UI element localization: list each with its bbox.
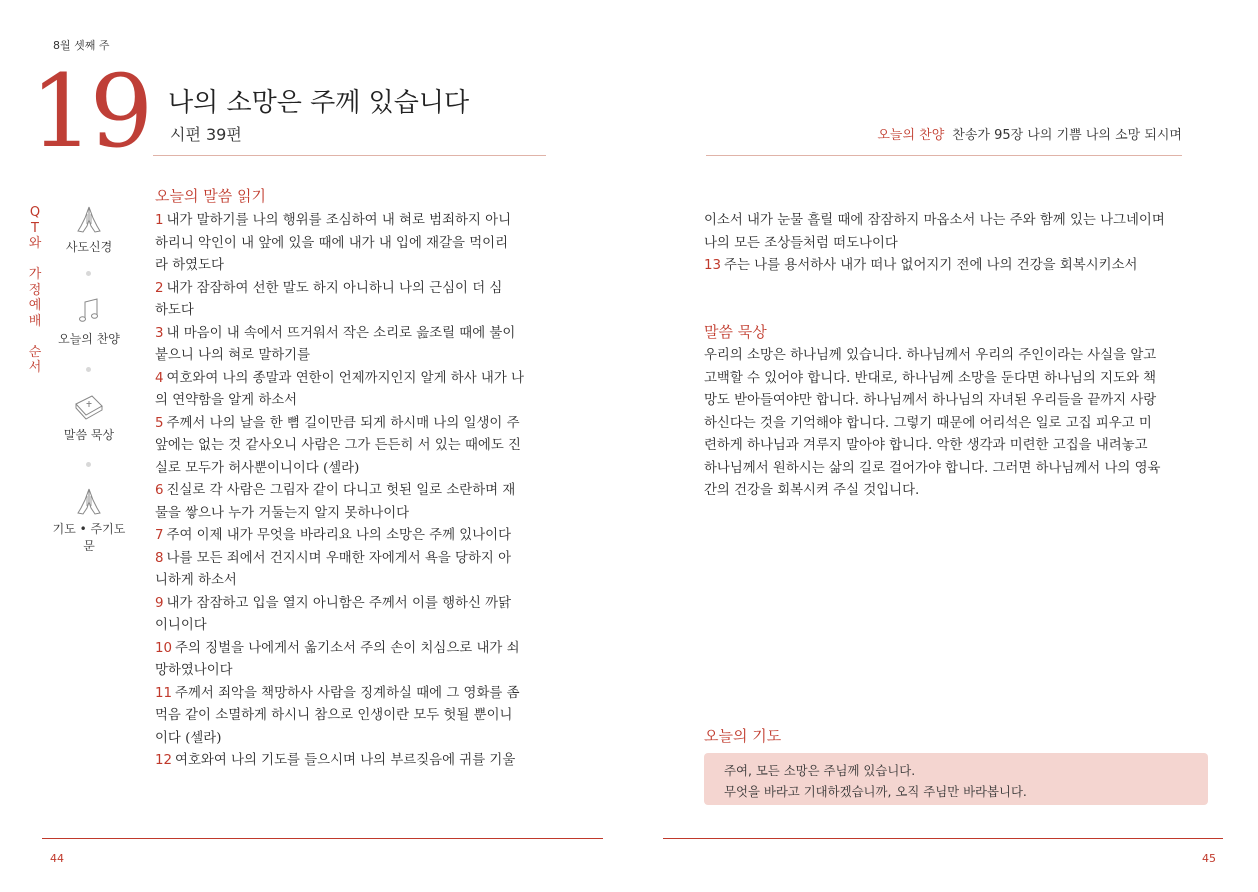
verse-text: 라 하였도다 <box>155 258 224 273</box>
vlabel-gap <box>28 252 42 268</box>
verse-text: 물을 쌓으나 누가 거둘는지 알지 못하나이다 <box>155 505 410 521</box>
verse-line <box>155 368 548 391</box>
verse-text: 내가 말하기를 나의 행위를 조심하여 내 혀로 범죄하지 아니 <box>166 213 512 228</box>
vlabel-char: 와 <box>28 236 42 251</box>
verse-number: 12 <box>155 753 173 768</box>
meditation-heading: 말씀 묵상 <box>704 323 767 341</box>
verse-line <box>704 233 1202 256</box>
separator-dot <box>86 462 91 467</box>
sidebar-item-hymn <box>50 296 128 347</box>
vlabel-char: 서 <box>28 360 42 375</box>
header-divider-left <box>153 155 546 156</box>
verse-number: 11 <box>155 685 173 701</box>
week-label: 8월 셋째 주 <box>53 39 110 52</box>
meditation-text <box>704 345 1202 503</box>
meditation-line: 하신다는 것을 기억해야 합니다. 그렇기 때문에 어리석은 일로 고집 피우고 미 <box>704 415 1152 431</box>
verse-line <box>155 413 548 436</box>
vertical-section-label <box>28 205 42 376</box>
verse-text: 내가 잠잠하여 선한 말도 하지 아니하니 나의 근심이 더 심 <box>166 280 503 296</box>
praying-hands-icon <box>72 204 106 236</box>
verse-text: 붙으니 나의 혀로 말하기를 <box>155 348 311 363</box>
sidebar-item-label: 오늘의 찬양 <box>58 332 120 346</box>
verse-line <box>155 593 548 616</box>
prayer-line: 무엇을 바라고 기대하겠습니까, 오직 주님만 바라봅니다. <box>724 784 1027 799</box>
scripture-reading-continued <box>704 210 1202 278</box>
verse-text: 내 마음이 내 속에서 뜨거워서 작은 소리로 읊조릴 때에 불이 <box>166 325 516 341</box>
separator-dot <box>86 271 91 276</box>
verse-number: 1 <box>155 213 164 228</box>
page-number-right: 45 <box>1202 852 1216 865</box>
meditation-line: 고백할 수 있어야 합니다. 반대로, 하나님께 소망을 둔다면 하나님의 지도와 책 <box>704 370 1157 386</box>
vlabel-char: T <box>31 220 39 236</box>
verse-text: 먹음 같이 소멸하게 하시니 참으로 인생이란 모두 헛될 뿐이니 <box>155 708 513 723</box>
verse-text: 여호와여 나의 종말과 연한이 언제까지인지 알게 하사 내가 나 <box>166 370 524 386</box>
verse-line <box>155 255 548 278</box>
verse-text: 주께서 죄악을 책망하사 사람을 징계하실 때에 그 영화를 좀 <box>175 685 520 701</box>
verse-line <box>155 458 548 481</box>
today-hymn <box>877 124 1182 143</box>
verse-text: 하리니 악인이 내 앞에 있을 때에 내가 내 입에 재갈을 먹이리 <box>155 235 509 251</box>
verse-text: 주의 징벌을 나에게서 옮기소서 주의 손이 치심으로 내가 쇠 <box>175 640 520 656</box>
verse-line <box>155 660 548 683</box>
prayer-box <box>704 753 1208 805</box>
meditation-line: 간의 건강을 회복시켜 주실 것입니다. <box>704 483 920 498</box>
verse-text: 주여 이제 내가 무엇을 바라리요 나의 소망은 주께 있나이다 <box>166 528 512 543</box>
verse-text: 실로 모두가 허사뿐이니이다 (셀라) <box>155 460 360 476</box>
verse-text: 이소서 내가 눈물 흘릴 때에 잠잠하지 마옵소서 나는 주와 함께 있는 나그네이며 <box>704 213 1165 228</box>
verse-line <box>155 525 548 548</box>
verse-text: 이다 (셀라) <box>155 730 222 746</box>
verse-text: 하도다 <box>155 303 194 318</box>
prayer-heading: 오늘의 기도 <box>704 727 782 745</box>
day-number: 19 <box>30 53 150 170</box>
meditation-line: 우리의 소망은 하나님께 있습니다. 하나님께서 우리의 주인이라는 사실을 알고 <box>704 348 1157 363</box>
verse-text: 나를 모든 죄에서 건지시며 우매한 자에게서 욕을 당하지 아 <box>166 550 512 566</box>
verse-number: 6 <box>155 483 164 498</box>
verse-text: 진실로 각 사람은 그림자 같이 다니고 헛된 일로 소란하며 재 <box>166 483 516 498</box>
sidebar-item-creed <box>50 204 128 255</box>
page-number-left: 44 <box>50 852 64 865</box>
verse-line <box>155 615 548 638</box>
verse-line <box>155 233 548 256</box>
vlabel-gap <box>28 329 42 345</box>
meditation-line: 련하게 하나님과 겨루지 말아야 합니다. 악한 생각과 미련한 고집을 내려놓고 <box>704 438 1148 453</box>
verse-line <box>704 210 1202 233</box>
reading-heading: 오늘의 말씀 읽기 <box>155 187 266 205</box>
verse-text: 이니이다 <box>155 618 207 633</box>
scripture-reading <box>155 210 548 773</box>
header-divider-right <box>706 155 1182 156</box>
music-note-icon <box>72 296 106 328</box>
hymn-text: 찬송가 95장 나의 기쁨 나의 소망 되시며 <box>952 128 1182 143</box>
verse-line <box>155 278 548 301</box>
sidebar-item-label: 사도신경 <box>65 240 113 254</box>
bible-icon <box>72 392 106 424</box>
hymn-label: 오늘의 찬양 <box>877 128 945 143</box>
verse-text: 주는 나를 용서하사 내가 떠나 없어지기 전에 나의 건강을 회복시키소서 <box>724 258 1138 273</box>
verse-line <box>155 570 548 593</box>
vlabel-char: 순 <box>28 344 42 360</box>
sidebar-item-label: 기도 • 주기도문 <box>52 522 126 553</box>
verse-line <box>155 210 548 233</box>
sidebar-item-meditation <box>50 392 128 443</box>
verse-number: 3 <box>155 325 164 341</box>
verse-number: 2 <box>155 280 164 296</box>
verse-line <box>155 548 548 571</box>
verse-line <box>155 435 548 458</box>
meditation-line: 하나님께서 원하시는 삶의 길로 걸어가야 합니다. 그러면 하나님께서 나의 영육 <box>704 460 1161 476</box>
page-title: 나의 소망은 주께 있습니다 <box>168 88 470 118</box>
vlabel-char: 가 <box>28 267 42 282</box>
verse-line <box>155 750 548 773</box>
verse-number: 8 <box>155 550 164 566</box>
verse-line <box>155 480 548 503</box>
verse-line <box>704 255 1202 278</box>
verse-line <box>155 323 548 346</box>
verse-text: 의 연약함을 알게 하소서 <box>155 393 298 408</box>
verse-line <box>155 705 548 728</box>
footer-rule-left <box>42 838 603 839</box>
verse-line <box>155 300 548 323</box>
verse-line <box>155 728 548 751</box>
scripture-reference: 시편 39편 <box>170 125 242 144</box>
verse-text: 여호와여 나의 기도를 들으시며 나의 부르짖음에 귀를 기울 <box>175 753 516 768</box>
vlabel-char: 정 <box>28 282 42 298</box>
verse-line <box>155 683 548 706</box>
verse-text: 나의 모든 조상들처럼 떠도나이다 <box>704 235 898 251</box>
verse-text: 주께서 나의 날을 한 뼘 길이만큼 되게 하시매 나의 일생이 주 <box>166 415 520 431</box>
verse-number: 9 <box>155 595 164 611</box>
verse-number: 5 <box>155 415 164 431</box>
vlabel-char: Q <box>29 205 41 220</box>
vlabel-char: 예 <box>28 298 42 313</box>
verse-number: 4 <box>155 370 164 386</box>
vlabel-char: 배 <box>28 313 42 329</box>
footer-rule-right <box>663 838 1223 839</box>
prayer-line: 주여, 모든 소망은 주님께 있습니다. <box>724 763 916 778</box>
verse-line <box>155 390 548 413</box>
verse-number: 7 <box>155 528 164 543</box>
verse-text: 내가 잠잠하고 입을 열지 아니함은 주께서 이를 행하신 까닭 <box>166 595 512 611</box>
verse-text: 앞에는 없는 것 같사오니 사람은 그가 든든히 서 있는 때에도 진 <box>155 438 521 453</box>
meditation-line: 망도 받아들여야만 합니다. 하나님께서 하나님의 자녀된 우리들을 끝까지 사랑 <box>704 393 1157 408</box>
praying-hands-icon <box>72 486 106 518</box>
sidebar-item-prayer <box>50 486 128 554</box>
separator-dot <box>86 367 91 372</box>
verse-line <box>155 638 548 661</box>
verse-number: 10 <box>155 640 173 656</box>
verse-line <box>155 503 548 526</box>
verse-text: 니하게 하소서 <box>155 573 237 588</box>
verse-line <box>155 345 548 368</box>
verse-text: 망하였나이다 <box>155 663 233 678</box>
sidebar-item-label: 말씀 묵상 <box>63 428 115 442</box>
verse-number: 13 <box>704 258 722 273</box>
